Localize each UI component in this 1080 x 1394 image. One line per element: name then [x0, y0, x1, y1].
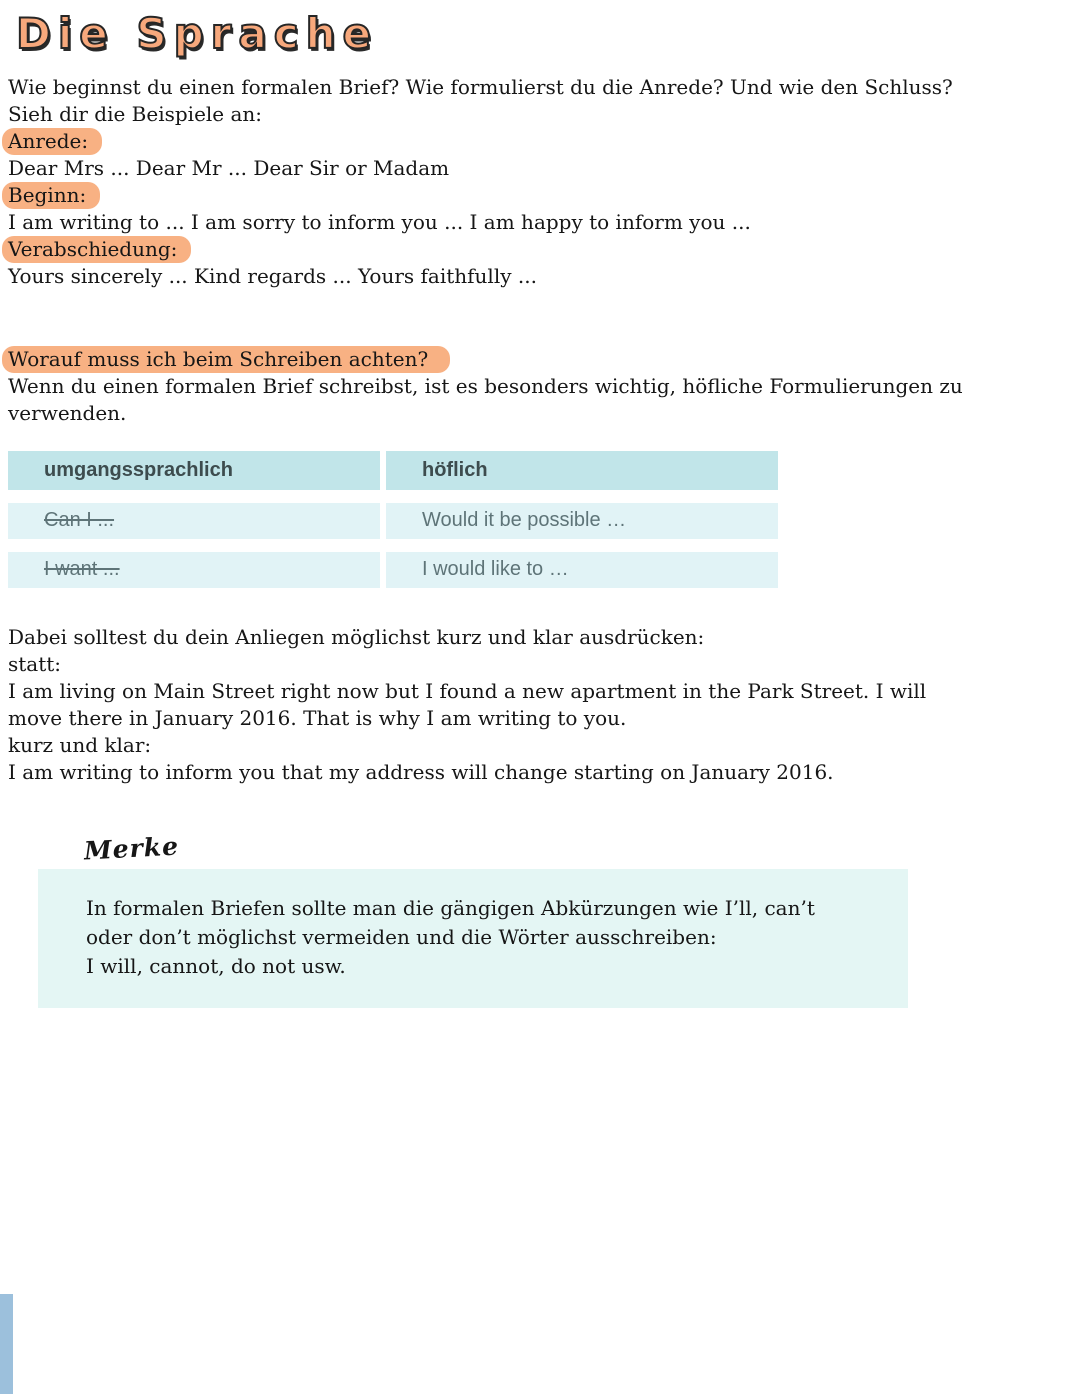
- concise-section: [8, 624, 1068, 786]
- note-line-1: In formalen Briefen sollte man die gängigen Abkürzungen wie I’ll, can’t: [86, 896, 815, 921]
- kurz-und-klar-label: kurz und klar:: [8, 733, 152, 758]
- note-line-2: oder don’t möglichst vermeiden und die Wörter ausschreiben:: [86, 925, 717, 950]
- focus-heading-line: [8, 346, 1068, 373]
- table-cell-polite: I would like to …: [386, 552, 778, 588]
- table-cell-informal: Can I ...: [8, 503, 380, 539]
- long-example-line-2: move there in January 2016. That is why I am writing to you.: [8, 706, 627, 731]
- focus-body-line-1: Wenn du einen formalen Brief schreibst, ist es besonders wichtig, höfliche Formulierungen zu: [8, 374, 963, 399]
- long-example-line-1: I am living on Main Street right now but I found a new apartment in the Park Street. I will: [8, 679, 927, 704]
- note-line-3: I will, cannot, do not usw.: [86, 954, 346, 979]
- highlight-worauf-heading: Worauf muss ich beim Schreiben achten?: [2, 346, 450, 373]
- short-example: I am writing to inform you that my address will change starting on January 2016.: [8, 760, 834, 785]
- table-cell-polite: Would it be possible …: [386, 503, 778, 539]
- focus-body-line-2: verwenden.: [8, 401, 127, 426]
- beginn-examples: I am writing to ... I am sorry to inform you ... I am happy to inform you ...: [8, 210, 751, 235]
- highlight-verabschiedung-label: Verabschiedung:: [2, 236, 191, 263]
- page-title: Die Sprache: [16, 9, 379, 58]
- verabschiedung-label-line: [8, 236, 1068, 263]
- politeness-table: [8, 451, 1068, 588]
- beginn-label-line: [8, 182, 1068, 209]
- table-cell-informal: I want ...: [8, 552, 380, 588]
- table-header-hoeflich: höflich: [386, 451, 778, 490]
- focus-section: [8, 346, 1068, 427]
- highlight-anrede-label: Anrede:: [2, 128, 102, 155]
- intro-line-1: Wie beginnst du einen formalen Brief? Wie formulierst du die Anrede? Und wie den Schluss?: [8, 75, 953, 100]
- highlight-beginn-label: Beginn:: [2, 182, 100, 209]
- verabschiedung-examples: Yours sincerely ... Kind regards ... Yours faithfully ...: [8, 264, 537, 289]
- statt-label: statt:: [8, 652, 62, 677]
- concise-heading: Dabei solltest du dein Anliegen möglichst kurz und klar ausdrücken:: [8, 625, 705, 650]
- anrede-label-line: [8, 128, 1068, 155]
- handwritten-note-label: Merke: [83, 831, 180, 866]
- intro-line-2: Sieh dir die Beispiele an:: [8, 102, 263, 127]
- table-header-umgangssprachlich: umgangssprachlich: [8, 451, 380, 490]
- anrede-examples: Dear Mrs ... Dear Mr ... Dear Sir or Madam: [8, 156, 450, 181]
- note-box: [38, 869, 908, 1008]
- page-edge-indicator: [0, 1294, 13, 1394]
